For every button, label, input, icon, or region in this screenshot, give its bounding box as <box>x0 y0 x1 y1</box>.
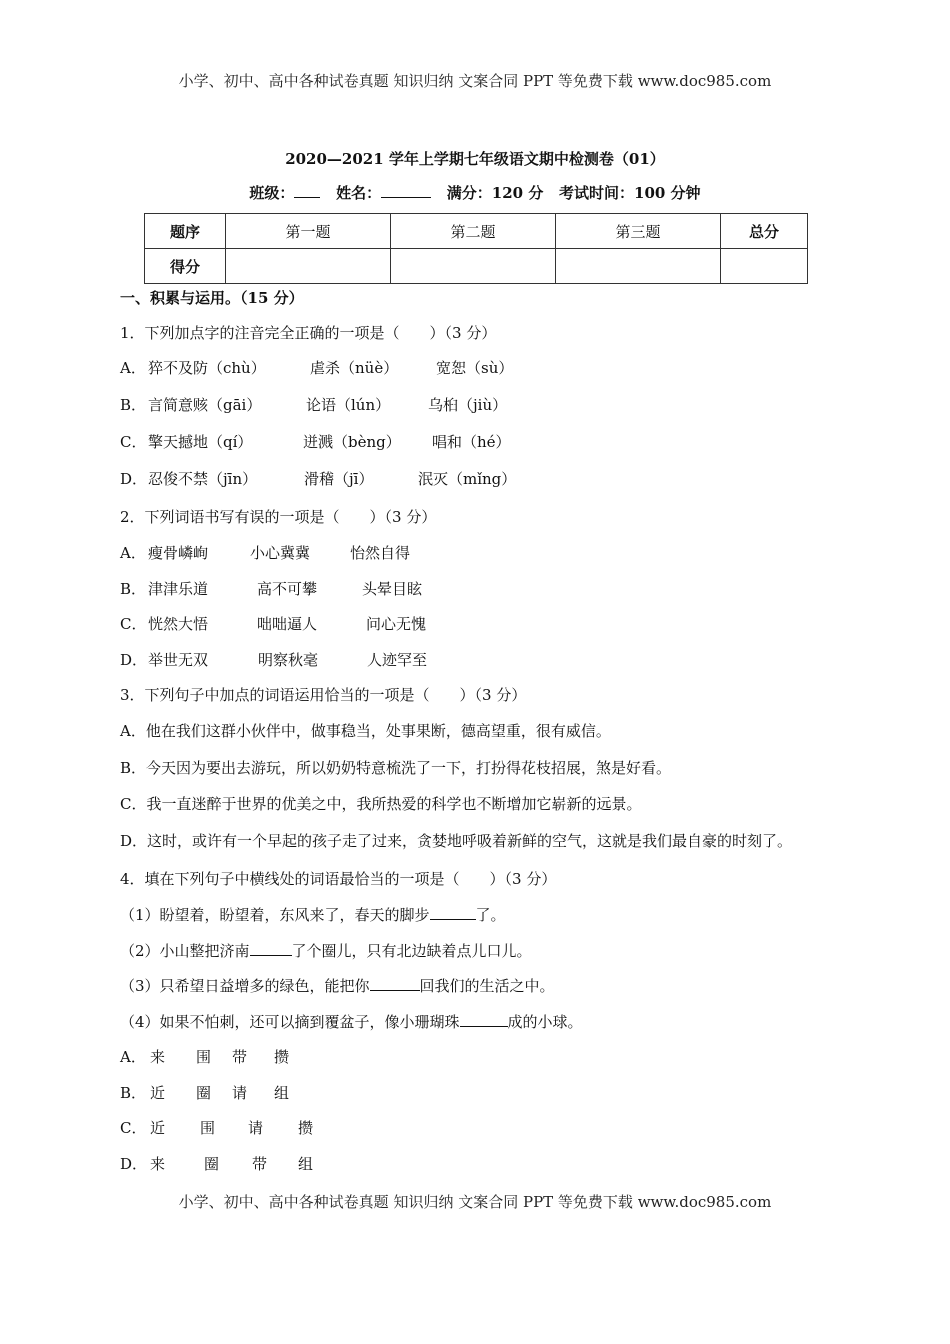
option-item: 明察秋毫 <box>258 651 319 669</box>
option-item: 泯灭（mǐng） <box>418 470 517 488</box>
header-cell-order: 题序 <box>145 214 226 249</box>
option-item: 小心冀冀 <box>250 544 311 562</box>
score-table <box>144 213 808 284</box>
fill-blank[interactable] <box>370 976 420 991</box>
q4-stem: 4．填在下列句子中横线处的词语最恰当的一项是（ ）（3 分） <box>120 870 557 888</box>
score-cell-q2[interactable] <box>391 249 556 284</box>
sentence-text: （3）只希望日益增多的绿色，能把你 <box>120 977 370 995</box>
option-letter: C． <box>120 1119 147 1137</box>
option-item: 咄咄逼人 <box>257 615 318 633</box>
score-cell-q1[interactable] <box>226 249 391 284</box>
q1-option-c[interactable] <box>120 431 511 452</box>
q1-stem: 1．下列加点字的注音完全正确的一项是（ ）（3 分） <box>120 324 497 342</box>
page-header: 小学、初中、高中各种试卷真题 知识归纳 文案合同 PPT 等免费下载 www.doc985.com <box>178 72 772 90</box>
fill-blank[interactable] <box>460 1012 508 1027</box>
exam-title: 2020—2021 学年上学期七年级语文期中检测卷（01） <box>285 150 665 168</box>
option-item: 滑稽（jī） <box>304 470 374 488</box>
option-item: 瘦骨嶙峋 <box>148 544 209 562</box>
fill-blank[interactable] <box>430 905 476 920</box>
option-item: 乌桕（jiù） <box>428 396 508 414</box>
option-item: 来 <box>150 1048 166 1066</box>
full-score: 满分：120 分 <box>446 184 544 202</box>
q2-stem: 2．下列词语书写有误的一项是（ ）（3 分） <box>120 508 437 526</box>
score-cell-total[interactable] <box>721 249 808 284</box>
q2-option-b[interactable] <box>120 578 423 599</box>
name-label: 姓名： <box>336 184 382 202</box>
sentence-text: （1）盼望着，盼望着，东风来了，春天的脚步 <box>120 906 430 924</box>
option-item: 问心无愧 <box>366 615 427 633</box>
q3-option-b[interactable]: B．今天因为要出去游玩，所以奶奶特意梳洗了一下，打扮得花枝招展，煞是好看。 <box>120 759 672 777</box>
q1-option-a[interactable] <box>120 357 514 378</box>
sentence-text: （2）小山整把济南 <box>120 942 250 960</box>
score-row-label: 得分 <box>145 249 226 284</box>
option-item: 请 <box>232 1084 248 1102</box>
q2-option-a[interactable] <box>120 542 411 563</box>
exam-info <box>0 182 950 203</box>
option-letter: A． <box>120 544 146 562</box>
option-item: 带 <box>252 1155 268 1173</box>
exam-time: 考试时间：100 分钟 <box>559 184 701 202</box>
header-cell-total: 总分 <box>721 214 808 249</box>
sentence-text: 回我们的生活之中。 <box>419 977 555 995</box>
sentence-text: 了。 <box>475 906 506 924</box>
option-letter: B． <box>120 396 147 414</box>
q3-stem: 3．下列句子中加点的词语运用恰当的一项是（ ）（3 分） <box>120 686 527 704</box>
page-footer: 小学、初中、高中各种试卷真题 知识归纳 文案合同 PPT 等免费下载 www.doc985.com <box>178 1193 772 1211</box>
header-cell-q1: 第一题 <box>226 214 391 249</box>
option-item: 虐杀（nüè） <box>310 359 399 377</box>
q4-option-d[interactable] <box>120 1153 314 1174</box>
option-item: 宽恕（sù） <box>436 359 514 377</box>
q2-option-c[interactable] <box>120 613 427 634</box>
option-item: 近 <box>150 1084 166 1102</box>
option-item: 来 <box>150 1155 166 1173</box>
option-letter: A． <box>120 359 146 377</box>
option-item: 擎天撼地（qí） <box>148 433 253 451</box>
option-item: 迸溅（bèng） <box>303 433 401 451</box>
q2-option-d[interactable] <box>120 649 428 670</box>
q4-option-b[interactable] <box>120 1082 290 1103</box>
option-letter: D． <box>120 470 148 488</box>
option-item: 言简意赅（gāi） <box>148 396 262 414</box>
score-table-header-row <box>145 214 808 249</box>
option-item: 猝不及防（chù） <box>148 359 266 377</box>
option-letter: A． <box>120 1048 146 1066</box>
option-item: 头晕目眩 <box>362 580 423 598</box>
q4-sentence-3 <box>120 975 555 996</box>
score-cell-q3[interactable] <box>556 249 721 284</box>
name-blank <box>381 183 431 198</box>
q1-option-b[interactable] <box>120 394 508 415</box>
q4-sentence-2 <box>120 940 532 961</box>
option-letter: B． <box>120 1084 147 1102</box>
option-letter: B． <box>120 580 147 598</box>
option-letter: D． <box>120 1155 148 1173</box>
header-cell-q2: 第二题 <box>391 214 556 249</box>
option-item: 恍然大悟 <box>148 615 209 633</box>
q4-sentence-1 <box>120 904 506 925</box>
q3-option-d[interactable]: D．这时，或许有一个早起的孩子走了过来，贪婪地呼吸着新鲜的空气，这就是我们最自豪的时刻了。 <box>120 832 793 850</box>
header-cell-q3: 第三题 <box>556 214 721 249</box>
option-item: 围 <box>200 1119 216 1137</box>
q4-option-c[interactable] <box>120 1117 314 1138</box>
section-1-heading: 一、积累与运用。（15 分） <box>120 289 304 307</box>
option-item: 圈 <box>204 1155 220 1173</box>
q1-option-d[interactable] <box>120 468 517 489</box>
option-letter: D． <box>120 651 148 669</box>
q3-option-a[interactable]: A．他在我们这群小伙伴中，做事稳当，处事果断，德高望重，很有威信。 <box>120 722 611 740</box>
q4-sentence-4 <box>120 1011 583 1032</box>
score-table-score-row <box>145 249 808 284</box>
option-item: 攒 <box>274 1048 290 1066</box>
option-item: 津津乐道 <box>148 580 209 598</box>
option-item: 攒 <box>298 1119 314 1137</box>
sentence-text: （4）如果不怕刺，还可以摘到覆盆子，像小珊瑚珠 <box>120 1013 460 1031</box>
option-item: 忍俊不禁（jīn） <box>148 470 258 488</box>
class-label: 班级： <box>249 184 295 202</box>
sentence-text: 了个圈儿，只有北边缺着点儿口儿。 <box>291 942 532 960</box>
option-letter: C． <box>120 433 147 451</box>
option-letter: C． <box>120 615 147 633</box>
q4-option-a[interactable] <box>120 1046 290 1067</box>
fill-blank[interactable] <box>250 941 292 956</box>
option-item: 请 <box>248 1119 264 1137</box>
class-blank <box>294 183 320 198</box>
option-item: 怡然自得 <box>350 544 411 562</box>
option-item: 人迹罕至 <box>367 651 428 669</box>
option-item: 举世无双 <box>148 651 209 669</box>
option-item: 高不可攀 <box>257 580 318 598</box>
option-item: 组 <box>274 1084 290 1102</box>
sentence-text: 成的小球。 <box>507 1013 583 1031</box>
option-item: 唱和（hé） <box>432 433 511 451</box>
q3-option-c[interactable]: C．我一直迷醉于世界的优美之中，我所热爱的科学也不断增加它崭新的远景。 <box>120 795 642 813</box>
option-item: 组 <box>298 1155 314 1173</box>
option-item: 围 <box>196 1048 212 1066</box>
option-item: 近 <box>150 1119 166 1137</box>
option-item: 论语（lún） <box>306 396 391 414</box>
option-item: 带 <box>232 1048 248 1066</box>
option-item: 圈 <box>196 1084 212 1102</box>
